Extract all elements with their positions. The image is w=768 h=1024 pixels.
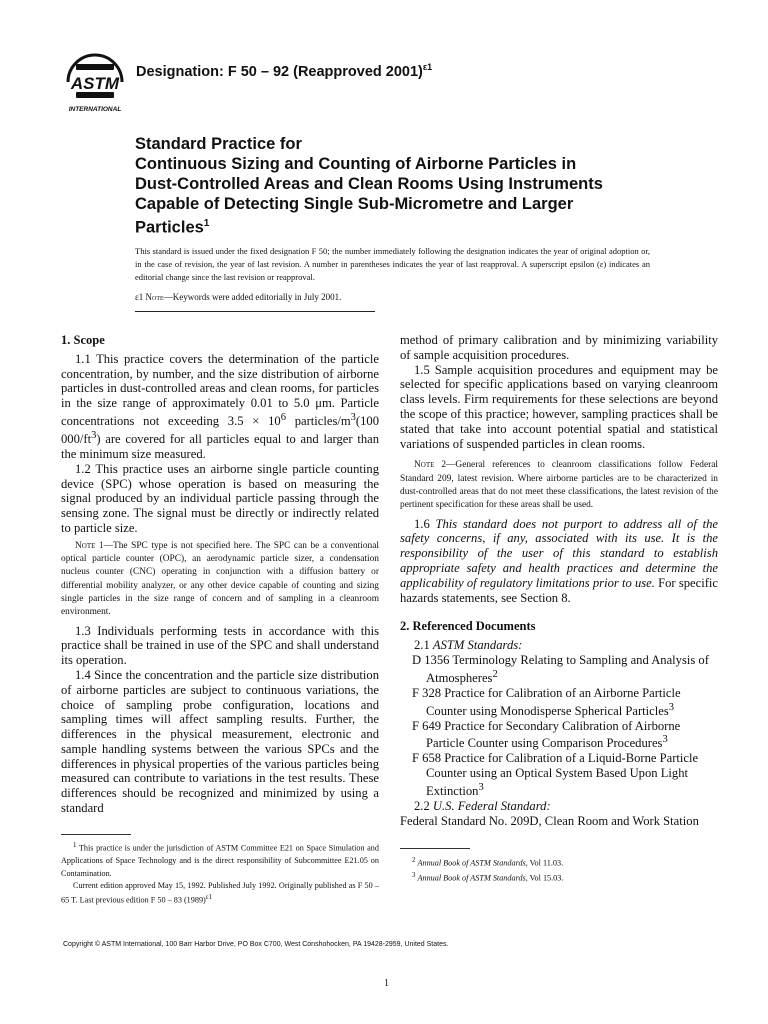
svg-text:ASTM: ASTM bbox=[70, 74, 120, 93]
page-number: 1 bbox=[384, 978, 389, 989]
footnote-1: $^1$ This practice is under the jurisdiction of ASTM Committee E21 on Space Simulation and Applications of Space Technology and is the direct responsibility of Subcommittee E21.05 on Contamination. bbox=[61, 842, 379, 878]
title-line-3: Dust-Controlled Areas and Clean Rooms Using Instruments bbox=[135, 175, 603, 193]
reference-item: F 658 Practice for Calibration of a Liquid-Borne Particle Counter using an Optical System Based Upon Light Extinction$^3$ bbox=[412, 751, 699, 799]
right-column bbox=[400, 333, 718, 828]
title-line-5: Particles$^1$ bbox=[135, 218, 210, 237]
federal-standard-reference: Federal Standard No. 209D, Clean Room and Work Station bbox=[400, 813, 699, 828]
paragraph-1-4-continued: method of primary calibration and by minimizing variability of sample acquisition procedures. bbox=[400, 333, 718, 362]
paragraph-1-6: 1.6 This standard does not purport to address all of the safety concerns, if any, associated with its use. It is the responsibility of the user of this standard to establish appropriate safety and health practices and determine the applicability of regulatory limitations prior to use. For specific hazards statements, see Section 8. bbox=[400, 516, 718, 605]
note-1: Note 1—The SPC type is not specified here. The SPC can be a conventional optical particle counter (OPC), an aerodynamic particle sizer, a condensation nucleus counter (CNC) operating in conjunction with a diffusion battery or differential mobility analyzer, or any other device capable of counting and sizing single particles in the size range of concern and of sampling in a cleanroom environment. bbox=[61, 540, 379, 618]
paragraph-1-2: 1.2 This practice uses an airborne single particle counting device (SPC) whose operation is based on measuring the signal produced by an individual particle passing through the sensing zone. The signal must be directly or indirectly related to particle size. bbox=[61, 461, 379, 535]
document-title bbox=[135, 134, 695, 238]
section-heading-referenced-documents: 2. Referenced Documents bbox=[400, 619, 536, 634]
footnote-3: $^3$ Annual Book of ASTM Standards, Vol 15.03. bbox=[412, 872, 564, 883]
svg-text:INTERNATIONAL: INTERNATIONAL bbox=[68, 106, 122, 113]
astm-logo bbox=[62, 52, 128, 114]
paragraph-1-1: 1.1 This practice covers the determination of the particle concentration, by number, and the size distribution of airborne particles in dust-controlled areas and clean rooms, for particles in the size range of approximately 0.01 to 5.0 μm. Particle concentrations not exceeding $3.5 \times 10^6$ particles/$m^3(100$ $000/ft^3$) are covered for all particles equal to and larger than the minimum size measured. bbox=[61, 351, 379, 461]
footnotes-left bbox=[61, 840, 379, 908]
astm-reference-list bbox=[400, 653, 718, 799]
footnote-divider bbox=[61, 834, 131, 835]
title-line-2: Continuous Sizing and Counting of Airborne Particles in bbox=[135, 155, 577, 173]
divider bbox=[135, 311, 375, 312]
reference-item: F 328 Practice for Calibration of an Airborne Particle Counter using Monodisperse Spherical Particles$^3$ bbox=[412, 685, 681, 718]
paragraph-2-1: 2.1 ASTM Standards: bbox=[414, 638, 523, 653]
footnotes-right bbox=[400, 855, 718, 885]
title-line-4: Capable of Detecting Single Sub-Micrometre and Larger bbox=[135, 195, 574, 213]
left-column bbox=[61, 333, 379, 816]
paragraph-1-5: 1.5 Sample acquisition procedures and equipment may be selected for specific applications based on varying cleanroom class levels. Firm requirements for these selections are beyond the scope of this practice; however, sampling practices shall be stated that take into account potential spatial and statistical variations of suspended particles in clean rooms. bbox=[400, 362, 718, 451]
copyright-line: Copyright © ASTM International, 100 Barr Harbor Drive, PO Box C700, West Conshohocken, PA 19428-2959, United States. bbox=[63, 941, 449, 948]
footnote-1-edition: Current edition approved May 15, 1992. Published July 1992. Originally published as F 50 – 65 T. Last previous edition F 50 – 83 $(1989)^{\varepsilon 1}$ bbox=[61, 880, 379, 906]
paragraph-2-2: 2.2 U.S. Federal Standard: bbox=[414, 798, 551, 813]
editorial-note: ε1 Note—Keywords were added editorially in July 2001. bbox=[135, 292, 342, 302]
footnote-divider bbox=[400, 848, 470, 849]
section-heading-scope: 1. Scope bbox=[61, 333, 105, 347]
paragraph-1-4: 1.4 Since the concentration and the particle size distribution of airborne particles are subject to continuous variations, the choice of sampling probe configuration, locations and sampling times will affect sampling results. Further, the differences in the physical measurement, electronic and sample handling systems between the various SPCs and the differences in physical properties of the various particles being measured can contribute to variations in the test results. These differences should be recognized and minimized by using a standard bbox=[61, 667, 379, 816]
footnote-2: $^2$ Annual Book of ASTM Standards, Vol 11.03. bbox=[412, 857, 564, 868]
title-line-1: Standard Practice for bbox=[135, 135, 302, 153]
paragraph-1-3: 1.3 Individuals performing tests in accordance with this practice shall be trained in use of the SPC and shall understand its operation. bbox=[61, 623, 379, 668]
reference-item: F 649 Practice for Secondary Calibration of Airborne Particle Counter using Comparison Procedures$^3$ bbox=[412, 718, 681, 751]
reference-item: D 1356 Terminology Relating to Sampling and Analysis of Atmospheres$^2$ bbox=[412, 652, 709, 685]
issuance-notice: This standard is issued under the fixed designation F 50; the number immediately following the designation indicates the year of original adoption or, in the case of revision, the year of last revision. A number in parentheses indicates the year of last reapproval. A superscript epsilon (ε) indicates an editorial change since the last revision or reapproval. bbox=[135, 246, 650, 282]
note-2: Note 2—General references to cleanroom classifications follow Federal Standard 209, latest revision. Where airborne particles are to be characterized in dust-controlled areas that do not meet these classifications, the latest revision of the pertinent specification for these areas shall be used. bbox=[400, 460, 718, 511]
designation: Designation: F 50 – 92 (Reapproved 2001)$^{\varepsilon 1}$ bbox=[136, 62, 433, 80]
